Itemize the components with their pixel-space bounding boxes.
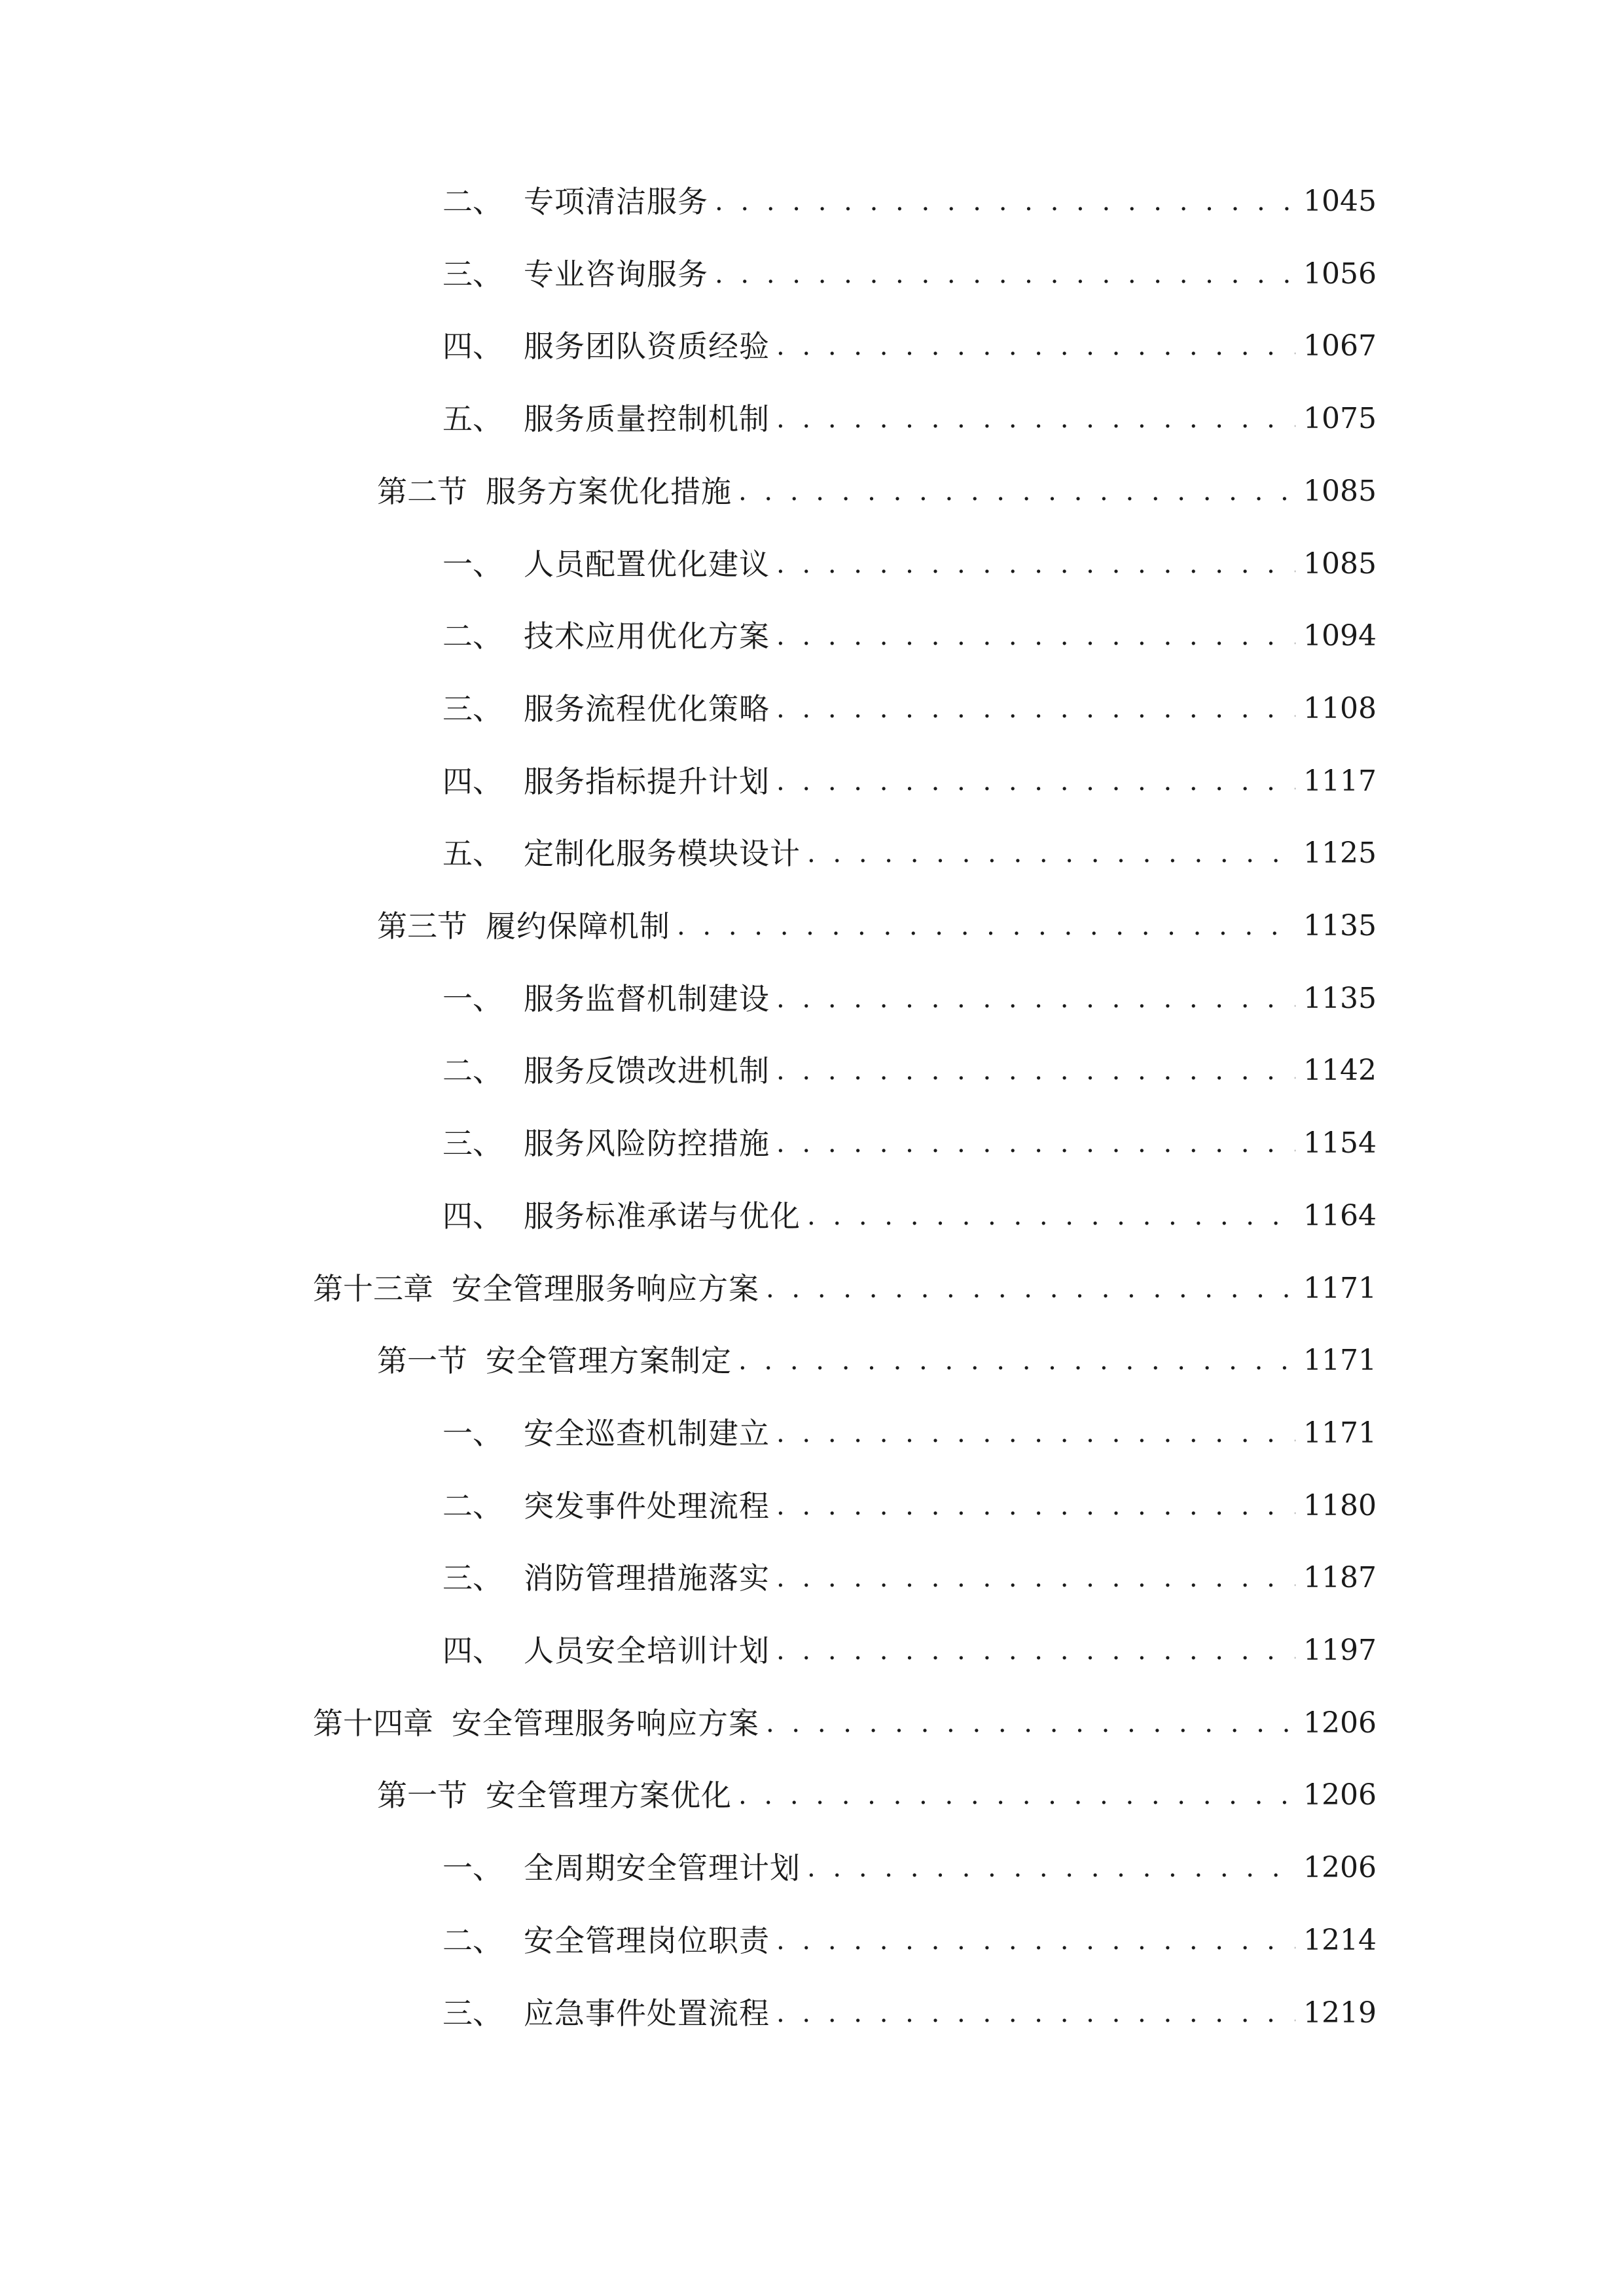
dot-leader — [776, 1407, 1295, 1460]
toc-entry-section[interactable] — [377, 1769, 1377, 1821]
toc-entry-page-number: 1056 — [1303, 257, 1377, 291]
toc-entry-item[interactable] — [442, 973, 1377, 1025]
toc-entry-title: 突发事件处理流程 — [524, 1488, 770, 1524]
toc-entry-number: 二、 — [442, 1488, 503, 1524]
dot-leader — [776, 1117, 1295, 1170]
toc-entry-item[interactable] — [442, 827, 1377, 880]
toc-entry-chapter[interactable] — [313, 1697, 1377, 1749]
dot-leader — [776, 1480, 1295, 1532]
dot-leader — [776, 1045, 1295, 1097]
toc-entry-page-number: 1164 — [1303, 1198, 1377, 1232]
toc-entry-page-number: 1171 — [1303, 1344, 1377, 1378]
toc-entry-number: 五、 — [442, 401, 503, 437]
dot-leader — [776, 610, 1295, 662]
toc-entry-page-number: 1135 — [1303, 981, 1377, 1015]
toc-entry-number: 第三节 — [377, 908, 467, 944]
toc-entry-title: 技术应用优化方案 — [524, 619, 770, 655]
toc-entry-number: 二、 — [442, 619, 503, 655]
toc-entry-item[interactable] — [442, 1552, 1377, 1604]
toc-entry-number: 第一节 — [377, 1343, 467, 1379]
toc-entry-title: 服务方案优化措施 — [486, 473, 732, 509]
toc-entry-title: 服务反馈改进机制 — [524, 1053, 770, 1089]
toc-entry-item[interactable] — [442, 175, 1377, 228]
toc-entry-title: 安全管理方案制定 — [486, 1343, 732, 1379]
toc-entry-number: 三、 — [442, 691, 503, 726]
toc-entry-page-number: 1125 — [1303, 836, 1377, 870]
toc-entry-page-number: 1075 — [1303, 402, 1377, 436]
toc-entry-title: 安全巡查机制建立 — [524, 1415, 770, 1451]
toc-entry-page-number: 1045 — [1303, 185, 1377, 218]
toc-entry-title: 定制化服务模块设计 — [524, 836, 801, 872]
toc-entry-page-number: 1171 — [1303, 1416, 1377, 1450]
toc-entry-page-number: 1094 — [1303, 619, 1377, 653]
toc-entry-number: 三、 — [442, 1995, 503, 2031]
toc-entry-number: 二、 — [442, 184, 503, 219]
toc-entry-title: 安全管理方案优化 — [486, 1778, 732, 1814]
toc-entry-item[interactable] — [442, 755, 1377, 808]
toc-entry-page-number: 1219 — [1303, 1996, 1377, 2030]
toc-entry-page-number: 1197 — [1303, 1634, 1377, 1667]
toc-entry-item[interactable] — [442, 248, 1377, 300]
toc-entry-item[interactable] — [442, 1914, 1377, 1967]
toc-entry-title: 服务质量控制机制 — [524, 401, 770, 437]
dot-leader — [738, 1335, 1295, 1387]
toc-entry-title: 服务指标提升计划 — [524, 763, 770, 799]
toc-entry-title: 服务监督机制建设 — [524, 980, 770, 1016]
toc-entry-number: 一、 — [442, 1415, 503, 1451]
toc-entry-item[interactable] — [442, 1190, 1377, 1242]
toc-entry-section[interactable] — [377, 465, 1377, 518]
toc-entry-number: 四、 — [442, 763, 503, 799]
toc-entry-title: 安全管理岗位职责 — [524, 1922, 770, 1958]
toc-entry-page-number: 1206 — [1303, 1851, 1377, 1885]
toc-entry-number: 四、 — [442, 1633, 503, 1668]
toc-entry-number: 一、 — [442, 1850, 503, 1886]
toc-entry-page-number: 1135 — [1303, 909, 1377, 942]
dot-leader — [677, 900, 1295, 952]
dot-leader — [807, 1842, 1295, 1894]
toc-entry-page-number: 1180 — [1303, 1488, 1377, 1522]
toc-entry-item[interactable] — [442, 1407, 1377, 1460]
toc-entry-title: 履约保障机制 — [486, 908, 670, 944]
toc-entry-number: 一、 — [442, 980, 503, 1016]
toc-entry-item[interactable] — [442, 538, 1377, 590]
dot-leader — [776, 973, 1295, 1025]
toc-entry-number: 三、 — [442, 1560, 503, 1596]
toc-entry-title: 服务流程优化策略 — [524, 691, 770, 726]
toc-entry-number: 第十三章 — [313, 1270, 433, 1306]
toc-entry-number: 四、 — [442, 329, 503, 365]
dot-leader — [807, 827, 1295, 880]
toc-entry-title: 服务风险防控措施 — [524, 1126, 770, 1162]
toc-entry-title: 专项清洁服务 — [524, 184, 708, 219]
toc-entry-title: 安全管理服务响应方案 — [452, 1705, 759, 1741]
toc-entry-title: 安全管理服务响应方案 — [452, 1270, 759, 1306]
toc-entry-item[interactable] — [442, 610, 1377, 662]
toc-entry-page-number: 1154 — [1303, 1126, 1377, 1160]
dot-leader — [715, 175, 1295, 228]
dot-leader — [715, 248, 1295, 300]
toc-entry-number: 三、 — [442, 1126, 503, 1162]
toc-entry-number: 五、 — [442, 836, 503, 872]
toc-entry-title: 服务团队资质经验 — [524, 329, 770, 365]
toc-entry-number: 二、 — [442, 1922, 503, 1958]
toc-entry-item[interactable] — [442, 1045, 1377, 1097]
toc-entry-page-number: 1206 — [1303, 1778, 1377, 1812]
toc-entry-section[interactable] — [377, 900, 1377, 952]
dot-leader — [807, 1190, 1295, 1242]
toc-entry-page-number: 1117 — [1303, 764, 1377, 798]
toc-entry-page-number: 1171 — [1303, 1271, 1377, 1305]
toc-entry-number: 四、 — [442, 1198, 503, 1234]
toc-entry-chapter[interactable] — [313, 1263, 1377, 1315]
dot-leader — [776, 1914, 1295, 1967]
dot-leader — [766, 1697, 1295, 1749]
dot-leader — [738, 465, 1295, 518]
dot-leader — [776, 755, 1295, 808]
toc-entry-page-number: 1214 — [1303, 1923, 1377, 1957]
toc-entry-title: 人员配置优化建议 — [524, 546, 770, 582]
toc-entry-number: 第十四章 — [313, 1705, 433, 1741]
toc-entry-page-number: 1085 — [1303, 474, 1377, 508]
toc-entry-number: 第一节 — [377, 1778, 467, 1814]
dot-leader — [776, 1987, 1295, 2039]
dot-leader — [776, 320, 1295, 372]
toc-entry-item[interactable] — [442, 1480, 1377, 1532]
toc-entry-number: 一、 — [442, 546, 503, 582]
dot-leader — [766, 1263, 1295, 1315]
toc-entry-item[interactable] — [442, 683, 1377, 735]
dot-leader — [738, 1769, 1295, 1821]
dot-leader — [776, 1624, 1295, 1677]
toc-entry-number: 二、 — [442, 1053, 503, 1089]
toc-entry-title: 全周期安全管理计划 — [524, 1850, 801, 1886]
toc-entry-page-number: 1187 — [1303, 1561, 1377, 1595]
toc-entry-title: 专业咨询服务 — [524, 256, 708, 292]
toc-entry-item[interactable] — [442, 393, 1377, 445]
toc-entry-title: 服务标准承诺与优化 — [524, 1198, 801, 1234]
toc-entry-title: 应急事件处置流程 — [524, 1995, 770, 2031]
toc-entry-item[interactable] — [442, 320, 1377, 372]
toc-entry-page-number: 1085 — [1303, 547, 1377, 581]
toc-entry-number: 第二节 — [377, 473, 467, 509]
dot-leader — [776, 1552, 1295, 1604]
toc-entry-page-number: 1142 — [1303, 1054, 1377, 1088]
toc-entry-item[interactable] — [442, 1624, 1377, 1677]
toc-entry-title: 消防管理措施落实 — [524, 1560, 770, 1596]
toc-entry-page-number: 1108 — [1303, 691, 1377, 725]
toc-entry-page-number: 1206 — [1303, 1706, 1377, 1740]
toc-entry-page-number: 1067 — [1303, 329, 1377, 363]
toc-entry-item[interactable] — [442, 1987, 1377, 2039]
toc-entry-item[interactable] — [442, 1117, 1377, 1170]
toc-entry-item[interactable] — [442, 1842, 1377, 1894]
toc-entry-title: 人员安全培训计划 — [524, 1633, 770, 1668]
toc-entry-section[interactable] — [377, 1335, 1377, 1387]
dot-leader — [776, 683, 1295, 735]
dot-leader — [776, 393, 1295, 445]
dot-leader — [776, 538, 1295, 590]
toc-entry-number: 三、 — [442, 256, 503, 292]
